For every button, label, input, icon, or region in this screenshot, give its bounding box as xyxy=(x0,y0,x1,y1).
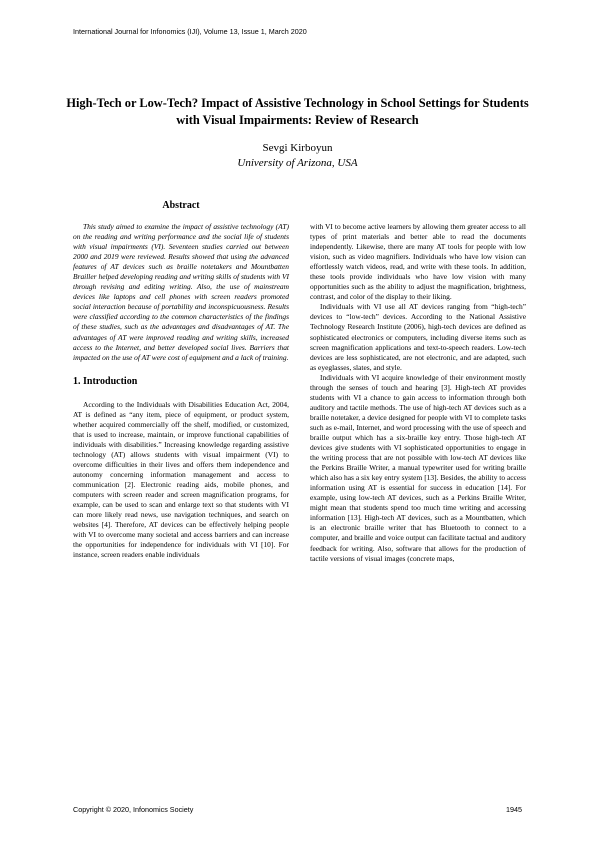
abstract-heading: Abstract xyxy=(162,200,200,211)
intro-paragraph-4: Individuals with VI acquire knowledge of their environment mostly through the senses of touch and hearing [3]. High-tech AT provides students with VI a chance to gain access to information through both auditory and tactile methods. The use of high-tech AT devices such as a braille notetaker, a device designed for people with VI to complete tasks such as e-mail, Internet, and word processing with the use of speech and braille output which has a six-braille key entry. Those high-tech AT devices give students with VI sophisticated opportunities to engage in the writing process that are not possible with low-tech AT devices like the Perkins Braille Writer, a manual typewriter used for writing braille which also has a six key entry system [13]. Besides, the ability to access information using AT is essential for success in education [14]. For example, using low-tech AT devices, such as a Perkins Braille Writer, might mean that students spend too much time writing and accessing information [13]. High-tech AT devices, such as a Mountbatten, which is an electronic braille writer that has Bluetooth to connect to a computer, and braille and voice output can facilitate tactual and auditory feedback for writing. Also, software that allows for the production of tactile versions of visual images (concrete maps, xyxy=(310,372,526,563)
intro-paragraph-1: According to the Individuals with Disabilities Education Act, 2004, AT is defined as “any item, piece of equipment, or product system, whether acquired commercially off the shelf, modified, or customized, that is used to increase, maintain, or improve functional capabilities of individuals with disabilities.” Increasing knowledge regarding assistive technology (AT) allows students with visual impairment (VI) to overcome difficulties in their lives and offers them independence and autonomy concerning information management and access to communication [2]. Electronic reading aids, mobile phones, and computers with screen reader and screen magnification programs, for example, can be used to scan and enlarge text so that students with VI can more likely read news, use navigation techniques, and search on websites [4]. Therefore, AT devices can be effectively helping people with VI to overcome many societal and access barriers and can increase the opportunities for independence for individuals with VI [10]. For instance, screen readers enable individuals xyxy=(73,399,289,560)
abstract-text: This study aimed to examine the impact of assistive technology (AT) on the reading and writing performance and the social life of students with visual impairments (VI). Seventeen studies carried out between 2000 and 2019 were reviewed. Results showed that using the advanced features of AT devices such as braille notetakers and Mountbatten Brailler helped developing reading and writing skills of students with VI through revising and editing writing. Also, the use of mainstream devices like laptops and cell phones with screen readers promoted social interaction because of portability and inconspicuousness. Results were classified according to the common characteristics of the findings of these studies, such as the advantages and disadvantages of AT. The advantages of AT were improved reading and writing skills, increased access to the Internet, and better developed social lives. Barriers that impacted on the use of AT were cost of equipment and a lack of training. xyxy=(73,222,289,362)
section-heading-introduction: 1. Introduction xyxy=(73,375,138,387)
intro-paragraph-2: with VI to become active learners by allowing them greater access to all types of print materials and better able to read the documents independently. Likewise, there are many AT tools for people with low vision, such as video magnifiers. Individuals who have low vision can effortlessly watch videos, read, and write with these tools. In addition, these tools provide individuals who have low vision with many opportunities such as the ability to adjust the magnification, brightness, contrast, and color of the display to their liking. xyxy=(310,222,526,302)
paper-title: High-Tech or Low-Tech? Impact of Assistive Technology in School Settings for Students with Visual Impairments: Review of Research xyxy=(66,96,529,127)
author-affiliation: University of Arizona, USA xyxy=(237,157,358,169)
left-column xyxy=(73,200,289,560)
right-column xyxy=(310,222,526,564)
journal-header: International Journal for Infonomics (IJI), Volume 13, Issue 1, March 2020 xyxy=(73,27,307,36)
author-name: Sevgi Kirboyun xyxy=(262,142,333,154)
intro-paragraph-3: Individuals with VI use all AT devices ranging from “high-tech” devices to “low-tech” devices. According to the National Assistive Technology Research Institute (2006), high-tech devices are defined as sophisticated electronics or computers, including diverse items such as screen magnification applications and text-to-speech readers. Low-tech devices are less sophisticated, are not electronic, and are adapted, such as eyeglasses, slates, and style. xyxy=(310,302,526,372)
footer-page-number: 1945 xyxy=(506,805,522,814)
footer-copyright: Copyright © 2020, Infonomics Society xyxy=(73,805,194,814)
